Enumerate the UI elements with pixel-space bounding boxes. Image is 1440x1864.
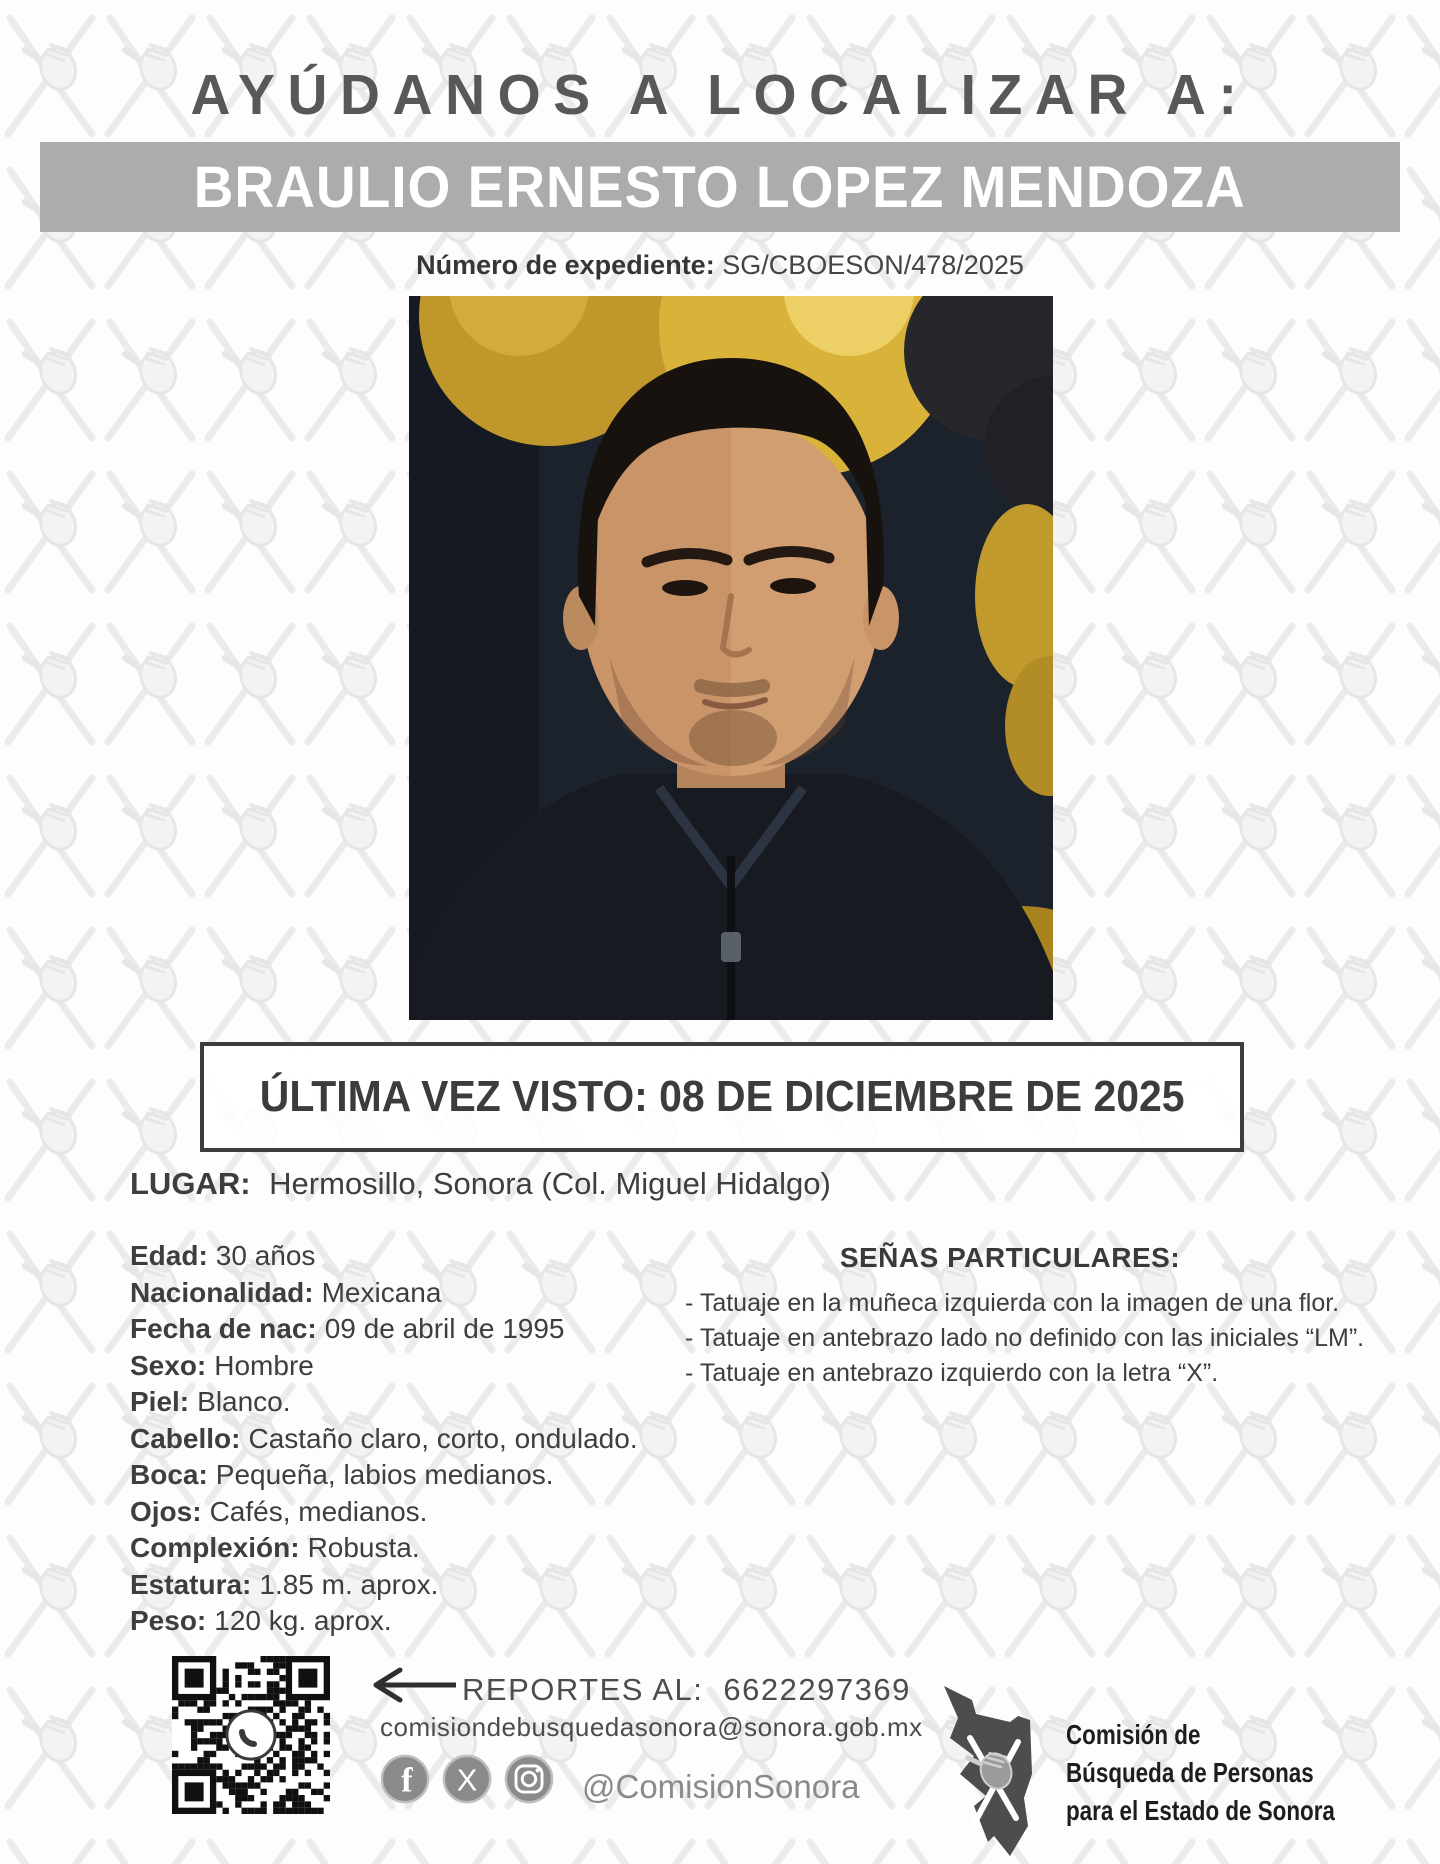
reports-label: REPORTES AL:: [462, 1672, 704, 1707]
detail-value: 09 de abril de 1995: [324, 1313, 565, 1344]
detail-row: [130, 1275, 690, 1312]
case-number-line: [0, 250, 1440, 281]
detail-value: Robusta.: [307, 1532, 420, 1563]
distinguishing-marks-section: [685, 1242, 1365, 1391]
detail-value: Mexicana: [321, 1276, 442, 1308]
detail-value: Hombre: [214, 1349, 314, 1381]
left-arrow-icon: [364, 1666, 460, 1704]
detail-label: Boca:: [130, 1459, 208, 1490]
detail-label: Cabello:: [130, 1422, 241, 1454]
detail-row: [130, 1494, 690, 1531]
detail-row: [130, 1348, 690, 1385]
detail-value: Blanco.: [197, 1386, 291, 1417]
detail-row: [130, 1311, 690, 1348]
last-seen-text: ÚLTIMA VEZ VISTO: 08 DE DICIEMBRE DE 2025: [259, 1072, 1185, 1121]
contact-email: comisiondebusquedasonora@sonora.gob.mx: [380, 1712, 923, 1742]
detail-label: Ojos:: [130, 1495, 202, 1527]
details-list: [130, 1238, 690, 1640]
detail-row: [130, 1567, 690, 1604]
reports-phone: 6622297369: [723, 1672, 911, 1707]
detail-row: [130, 1238, 690, 1275]
distinguishing-mark: - Tatuaje en antebrazo lado no definido con las iniciales “LM”.: [685, 1324, 1365, 1352]
detail-row: [130, 1603, 690, 1640]
detail-value: Pequeña, labios medianos.: [215, 1459, 554, 1490]
whatsapp-phone-icon: [227, 1711, 275, 1759]
portrait-illustration: [409, 296, 1053, 1020]
reports-line: [462, 1672, 911, 1708]
detail-row: [130, 1384, 690, 1421]
whatsapp-qr-code: [172, 1656, 330, 1814]
detail-label: Complexión:: [130, 1532, 300, 1563]
detail-label: Estatura:: [130, 1568, 252, 1600]
detail-row: [130, 1530, 690, 1567]
distinguishing-marks-title: SEÑAS PARTICULARES:: [839, 1242, 1181, 1273]
case-number-value: SG/CBOESON/478/2025: [722, 250, 1024, 280]
org-name: [1066, 1716, 1335, 1830]
detail-label: Sexo:: [130, 1349, 207, 1381]
detail-label: Edad:: [130, 1240, 208, 1271]
detail-value: 30 años: [215, 1240, 316, 1271]
sonora-commission-logo: [928, 1676, 1060, 1862]
place-line: [130, 1166, 831, 1202]
distinguishing-mark: - Tatuaje en antebrazo izquierdo con la letra “X”.: [685, 1359, 1219, 1387]
org-name-line: para el Estado de Sonora: [1066, 1795, 1335, 1826]
org-name-line: Búsqueda de Personas: [1066, 1757, 1314, 1788]
social-icons-row: [378, 1752, 556, 1806]
svg-text:f: f: [401, 1760, 413, 1800]
place-label: LUGAR:: [130, 1166, 251, 1201]
last-seen-box: [200, 1042, 1244, 1152]
headline: AYÚDANOS A LOCALIZAR A:: [190, 63, 1250, 127]
detail-label: Piel:: [130, 1386, 190, 1417]
detail-label: Fecha de nac:: [130, 1313, 317, 1344]
case-number-label: Número de expediente:: [416, 250, 715, 280]
detail-value: 1.85 m. aprox.: [259, 1568, 439, 1600]
org-name-line: Comisión de: [1066, 1719, 1201, 1750]
social-handle: @ComisionSonora: [582, 1768, 860, 1805]
place-value: Hermosillo, Sonora (Col. Miguel Hidalgo): [269, 1166, 831, 1201]
detail-value: Castaño claro, corto, ondulado.: [248, 1422, 638, 1454]
instagram-icon: [502, 1752, 556, 1806]
distinguishing-mark: - Tatuaje en la muñeca izquierda con la imagen de una flor.: [685, 1289, 1340, 1317]
detail-label: Peso:: [130, 1605, 207, 1636]
name-banner: [40, 142, 1400, 232]
detail-row: [130, 1457, 690, 1494]
x-twitter-icon: [440, 1752, 494, 1806]
person-photo: [409, 296, 1053, 1020]
missing-person-name: BRAULIO ERNESTO LOPEZ MENDOZA: [193, 154, 1247, 220]
detail-row: [130, 1421, 690, 1458]
detail-label: Nacionalidad:: [130, 1276, 314, 1308]
detail-value: Cafés, medianos.: [209, 1495, 428, 1527]
detail-value: 120 kg. aprox.: [214, 1605, 392, 1636]
svg-text:X: X: [456, 1762, 478, 1798]
facebook-icon: [378, 1752, 432, 1806]
